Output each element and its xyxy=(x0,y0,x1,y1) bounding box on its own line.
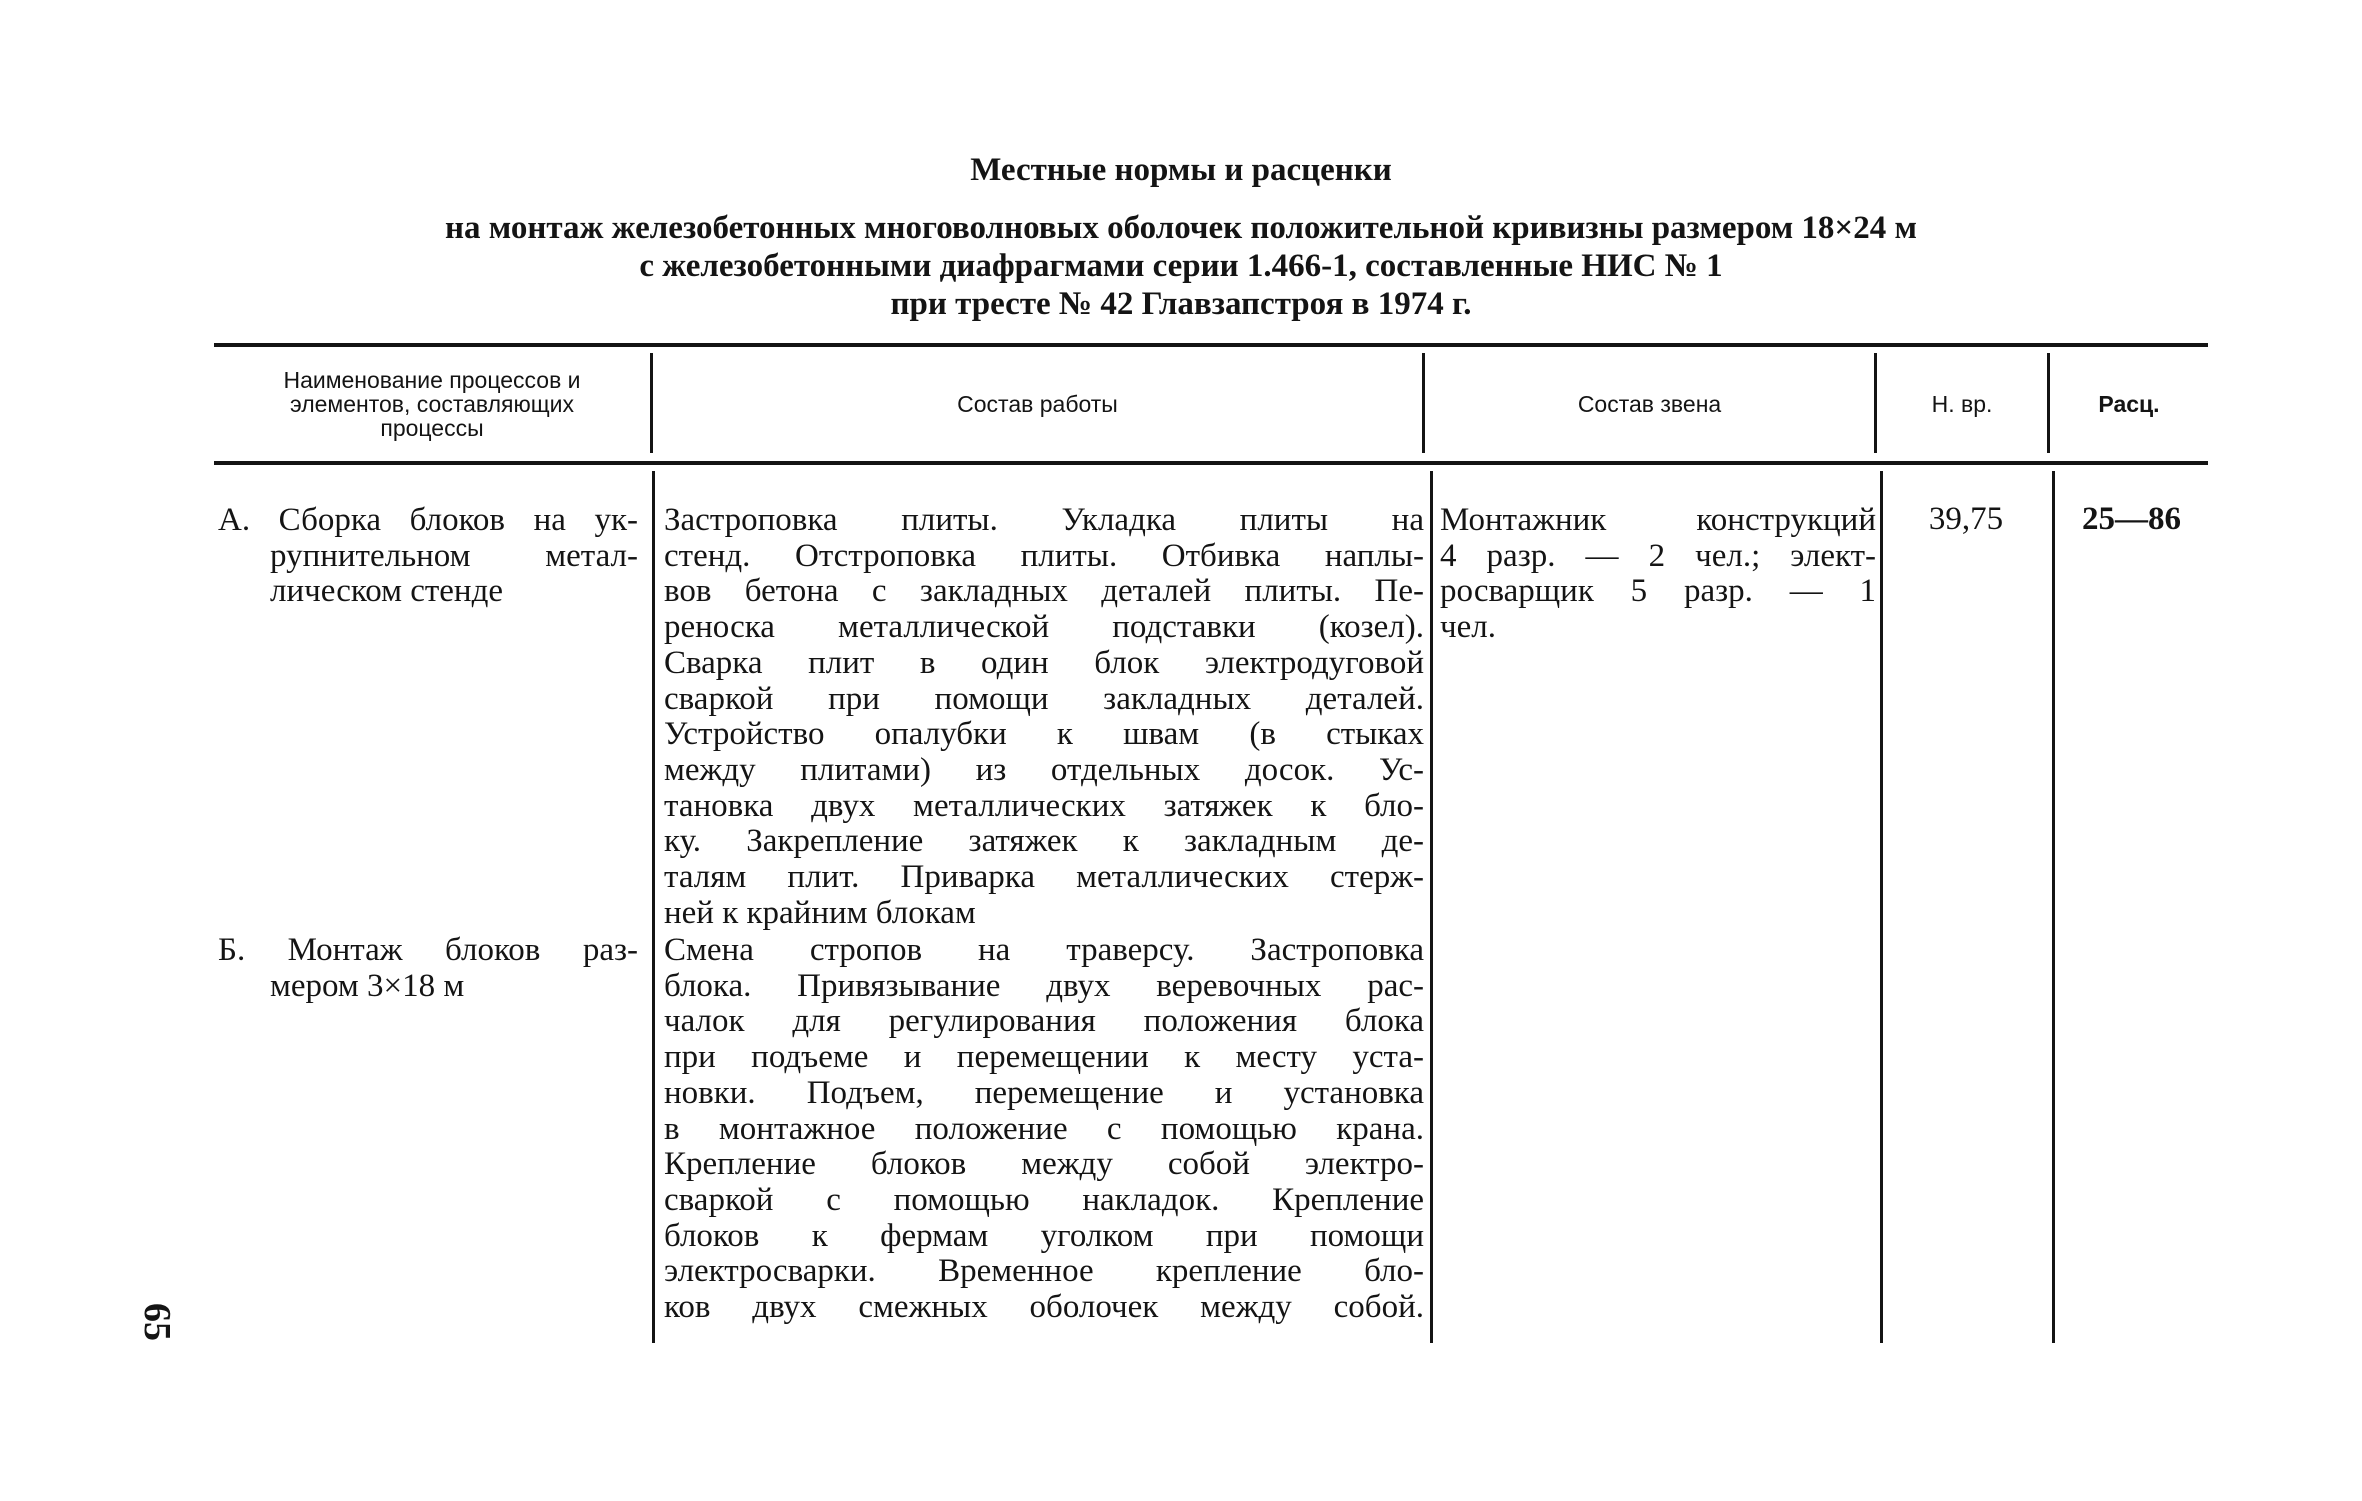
row-b-work xyxy=(664,933,1424,1326)
row-a-process xyxy=(218,503,638,610)
work-line: реноска металлической подставки (козел). xyxy=(664,609,1424,646)
work-line: Застроповка плиты. Укладка плиты на xyxy=(664,502,1424,538)
row-a-work xyxy=(664,503,1424,931)
subtitle-line-2: с железобетонными диафрагмами серии 1.466-1, составленные НИС № 1 xyxy=(639,248,1723,284)
norms-table xyxy=(214,343,2208,1343)
work-line: сваркой при помощи закладных деталей. xyxy=(664,680,1424,717)
work-line: Крепление блоков между собой электро- xyxy=(664,1146,1424,1183)
column-divider xyxy=(2052,471,2055,1343)
page-number: 65 xyxy=(136,1303,178,1341)
column-divider xyxy=(1430,471,1433,1343)
work-line: Устройство опалубки к швам (в стыках xyxy=(664,716,1424,753)
work-line: в монтажное положение с помощью крана. xyxy=(664,1110,1424,1147)
subtitle-line-1: на монтаж железобетонных многоволновых оболочек положительной кривизны размером 18×24 м xyxy=(445,210,1917,246)
work-line: ков двух смежных оболочек между собой. xyxy=(664,1289,1424,1326)
header-work: Состав работы xyxy=(957,391,1118,417)
column-divider xyxy=(1880,471,1883,1343)
crew-line: 4 разр. — 2 чел.; элект- xyxy=(1440,537,1876,574)
work-line: Сварка плит в один блок электродуговой xyxy=(664,644,1424,681)
header-crew: Состав звена xyxy=(1577,391,1722,417)
work-line: чалок для регулирования положения блока xyxy=(664,1003,1424,1040)
work-line: тановка двух металлических затяжек к бло- xyxy=(664,787,1424,824)
crew-line: чел. xyxy=(1440,609,1496,646)
subtitle-line-3: при тресте № 42 Главзапстроя в 1974 г. xyxy=(890,286,1472,322)
header-process: Наименование процессов и элементов, составляющих процессы xyxy=(283,367,581,441)
work-line: электросварки. Временное крепление бло- xyxy=(664,1253,1424,1290)
work-line: блоков к фермам уголком при помощи xyxy=(664,1217,1424,1254)
work-line: сваркой с помощью накладок. Крепление xyxy=(664,1181,1424,1218)
work-line: блока. Привязывание двух веревочных рас- xyxy=(664,967,1424,1004)
work-line: новки. Подъем, перемещение и установка xyxy=(664,1074,1424,1111)
work-line: вов бетона с закладных деталей плиты. Пе- xyxy=(664,573,1424,610)
work-line: Смена стропов на траверсу. Застроповка xyxy=(664,932,1424,968)
process-line: Б. Монтаж блоков раз- xyxy=(218,932,638,968)
crew-line: росварщик 5 разр. — 1 xyxy=(1440,573,1876,610)
process-line: рупнительном метал- xyxy=(270,537,638,574)
process-line: А. Сборка блоков на ук- xyxy=(218,502,638,538)
work-line: стенд. Отстроповка плиты. Отбивка наплы- xyxy=(664,537,1424,574)
header-time-norm: Н. вр. xyxy=(1931,391,1993,417)
work-line: ку. Закрепление затяжек к закладным де- xyxy=(664,823,1424,860)
process-line: мером 3×18 м xyxy=(270,967,465,1004)
work-line: талям плит. Приварка металлических стерж- xyxy=(664,859,1424,896)
crew-line: Монтажник конструкций xyxy=(1440,502,1876,538)
work-line: при подъеме и перемещении к месту уста- xyxy=(664,1039,1424,1076)
header-bottom-rule xyxy=(214,461,2208,465)
column-divider xyxy=(652,471,655,1343)
row-a-time-norm: 39,75 xyxy=(1928,501,2004,537)
work-line: ней к крайним блокам xyxy=(664,894,976,931)
row-a-rate: 25—86 xyxy=(2082,501,2181,537)
row-b-process xyxy=(218,933,638,1004)
work-line: между плитами) из отдельных досок. Ус- xyxy=(664,751,1424,788)
document-subtitle xyxy=(0,209,2362,323)
document-title: Местные нормы и расценки xyxy=(970,152,1392,188)
row-a-crew xyxy=(1440,503,1876,646)
process-line: лическом стенде xyxy=(270,573,504,610)
header-rate: Расц. xyxy=(2098,391,2160,417)
